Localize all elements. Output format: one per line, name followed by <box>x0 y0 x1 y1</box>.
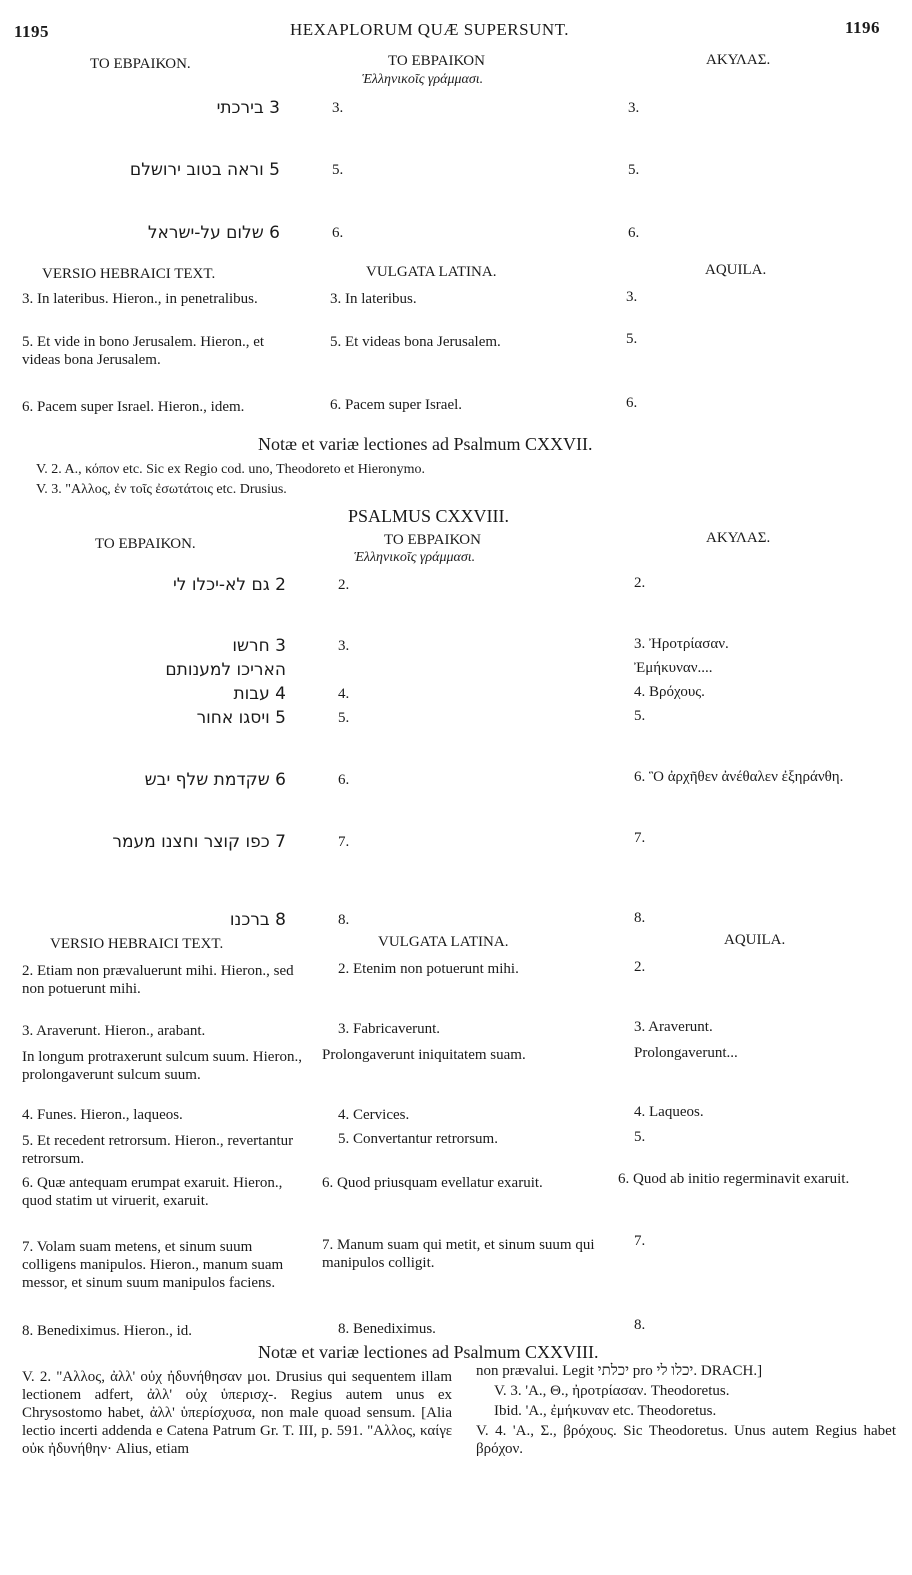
hebrew-line: 8 ברכנו <box>229 910 286 930</box>
col-head-hebraicon-greek: ΤΟ ΕΒΡΑΙΚΟΝ <box>384 532 481 548</box>
latin-right-cell: 2. <box>634 959 646 975</box>
verse-number: 5. <box>338 710 350 726</box>
verse-number: 6. <box>338 772 350 788</box>
hebrew-line: האריכו למענותם <box>165 660 286 680</box>
verse-number: 3. <box>338 638 350 654</box>
verse-number: 6. <box>628 225 640 241</box>
latin-left-cell: 2. Etiam non prævaluerunt mihi. Hieron., sed non potuerunt mihi. <box>22 963 294 997</box>
col-head-hebraicon: ΤΟ ΕΒΡΑΙΚΟΝ. <box>90 56 191 72</box>
latin-left-cell: 6. Quæ antequam erumpat exaruit. Hieron., quod statim ut viruerit, exaruit. <box>22 1175 283 1209</box>
verse-number: 7. <box>338 834 350 850</box>
latin-left-cell: 3. In lateribus. Hieron., in penetralibus. <box>22 291 258 307</box>
latin-right-cell: 5. <box>626 331 638 347</box>
verse-number: 5. <box>628 162 640 178</box>
latin-mid-cell: 4. Cervices. <box>338 1107 410 1123</box>
verse-number: 7. <box>634 830 646 846</box>
latin-right-cell: 3. <box>626 289 638 305</box>
latin-left-cell: 6. Pacem super Israel. Hieron., idem. <box>22 399 245 415</box>
aquila-reading: 6. Ὃ ἀρχῆθεν ἀνέθαλεν ἐξηράνθη. <box>634 769 844 785</box>
verse-number: 6. <box>332 225 344 241</box>
verse-number: 4. <box>338 686 350 702</box>
notes-right-line: Ibid. 'A., ἐμήκυναν etc. Theodoretus. <box>494 1403 717 1419</box>
latin-left-cell: 7. Volam suam metens, et sinum suum colligens manipulos. Hieron., manum suam messor, et sinum suum manipulos faciens. <box>22 1239 284 1291</box>
latin-right-cell: Prolongaverunt... <box>634 1045 738 1061</box>
verse-number: 5. <box>634 708 646 724</box>
hebrew-line: 6 שלום על-ישראל <box>147 223 280 243</box>
hebrew-line: 3 חרשו <box>232 636 286 656</box>
notes-right-line: non prævalui. Legit יכלתי pro יכלו לי. DRACH.] <box>476 1363 763 1379</box>
latin-head-aquila: AQUILA. <box>705 262 767 278</box>
latin-mid-cell: 6. Pacem super Israel. <box>330 397 463 413</box>
aquila-reading: Ἐμήκυναν.... <box>634 660 713 676</box>
latin-left-cell: 5. Et recedent retrorsum. Hieron., revertantur retrorsum. <box>22 1133 294 1167</box>
latin-head-versio: VERSIO HEBRAICI TEXT. <box>50 936 224 952</box>
latin-right-cell: 5. <box>634 1129 646 1145</box>
note-line: V. 3. "Αλλος, ἐν τοῖς ἐσωτάτοις etc. Drusius. <box>36 482 287 497</box>
psalm-title: PSALMUS CXXVIII. <box>348 506 510 526</box>
hebrew-line: 4 עבות <box>233 684 286 704</box>
verse-number: 8. <box>338 912 350 928</box>
latin-mid-cell: 5. Convertantur retrorsum. <box>338 1131 498 1147</box>
verse-number: 2. <box>634 575 646 591</box>
latin-mid-cell: 6. Quod priusquam evellatur exaruit. <box>322 1175 543 1191</box>
col-head-hebraicon-greek: ΤΟ ΕΒΡΑΙΚΟΝ <box>388 53 485 69</box>
latin-head-vulgata: VULGATA LATINA. <box>366 264 497 280</box>
latin-right-cell: 6. Quod ab initio regerminavit exaruit. <box>618 1171 850 1187</box>
latin-right-cell: 3. Araverunt. <box>634 1019 713 1035</box>
latin-left-cell: In longum protraxerunt sulcum suum. Hieron., prolongaverunt sulcum suum. <box>22 1049 302 1083</box>
latin-mid-cell: Prolongaverunt iniquitatem suam. <box>322 1047 526 1063</box>
hebrew-line: 2 גם לא-יכלו לי <box>172 575 286 595</box>
latin-mid-cell: 7. Manum suam qui metit, et sinum suum qui manipulos colligit. <box>322 1237 595 1271</box>
latin-mid-cell: 2. Etenim non potuerunt mihi. <box>338 961 519 977</box>
latin-mid-cell: 3. Fabricaverunt. <box>338 1021 441 1037</box>
latin-right-cell: 8. <box>634 1317 646 1333</box>
running-title: HEXAPLORUM QUÆ SUPERSUNT. <box>290 20 570 39</box>
latin-head-aquila: AQUILA. <box>724 932 786 948</box>
aquila-reading: 4. Βρόχους. <box>634 684 705 700</box>
verse-number: 3. <box>628 100 640 116</box>
hebrew-line: 5 ויסגו אחור <box>196 708 286 728</box>
col-head-aquila: ΑΚΥΛΑΣ. <box>706 530 771 546</box>
latin-right-cell: 4. Laqueos. <box>634 1104 704 1120</box>
latin-head-vulgata: VULGATA LATINA. <box>378 934 509 950</box>
latin-left-cell: 8. Benediximus. Hieron., id. <box>22 1323 192 1339</box>
verse-number: 2. <box>338 577 350 593</box>
latin-right-cell: 6. <box>626 395 638 411</box>
hebrew-line: 5 וראה בטוב ירושלם <box>129 160 280 180</box>
page-number-right: 1196 <box>845 18 881 37</box>
col-head-aquila: ΑΚΥΛΑΣ. <box>706 52 771 68</box>
latin-mid-cell: 8. Benediximus. <box>338 1321 436 1337</box>
hebrew-line: 6 שקדמת שלף יבש <box>144 770 286 790</box>
latin-mid-cell: 3. In lateribus. <box>330 291 417 307</box>
notes-right-line: V. 4. 'A., Σ., βρόχους. Sic Theodoretus. Unus autem Regius habet βρόχον. <box>476 1423 896 1457</box>
latin-left-cell: 5. Et vide in bono Jerusalem. Hieron., et videas bona Jerusalem. <box>22 334 265 368</box>
latin-head-versio: VERSIO HEBRAICI TEXT. <box>42 266 216 282</box>
hebrew-line: 7 כפו קוצר וחצנו מעמר <box>112 832 286 852</box>
col-head-greek-sub: Ἑλληνικοῖς γράμμασι. <box>354 550 476 565</box>
page-number-left: 1195 <box>14 22 50 41</box>
latin-left-cell: 3. Araverunt. Hieron., arabant. <box>22 1023 206 1039</box>
notes-left-column: V. 2. "Αλλος, ἀλλ' οὐχ ἠδυνήθησαν μοι. Drusius qui sequentem illam lectionem adfert, ἀλλ' οὐχ ὑπερισχ-. Regius autem unus ex Chrysostomo habet, ἀλλ' ὑπερίσχυσα, non male quoad sensum. [Alia lectio incerti addenda e Catena Patrum Gr. T. III, p. 591. "Αλλος, καίγε οὐκ ἠδυνήθην· Alius, etiam <box>22 1369 452 1457</box>
verse-number: 8. <box>634 910 646 926</box>
verse-number: 5. <box>332 162 344 178</box>
col-head-hebraicon: ΤΟ ΕΒΡΑΙΚΟΝ. <box>95 536 196 552</box>
hebrew-line: 3 בירכתי <box>216 98 280 118</box>
notes-title: Notæ et variæ lectiones ad Psalmum CXXVIII. <box>258 1342 599 1362</box>
notes-right-line: V. 3. 'A., Θ., ἠροτρίασαν. Theodoretus. <box>494 1383 730 1399</box>
latin-right-cell: 7. <box>634 1233 646 1249</box>
verse-number: 3. <box>332 100 344 116</box>
col-head-greek-sub: Ἑλληνικοῖς γράμμασι. <box>362 72 484 87</box>
latin-left-cell: 4. Funes. Hieron., laqueos. <box>22 1107 183 1123</box>
aquila-reading: 3. Ἠροτρίασαν. <box>634 636 729 652</box>
latin-mid-cell: 5. Et videas bona Jerusalem. <box>330 334 501 350</box>
note-line: V. 2. A., κόπον etc. Sic ex Regio cod. uno, Theodoreto et Hieronymo. <box>36 462 426 477</box>
notes-title: Notæ et variæ lectiones ad Psalmum CXXVII. <box>258 434 593 454</box>
